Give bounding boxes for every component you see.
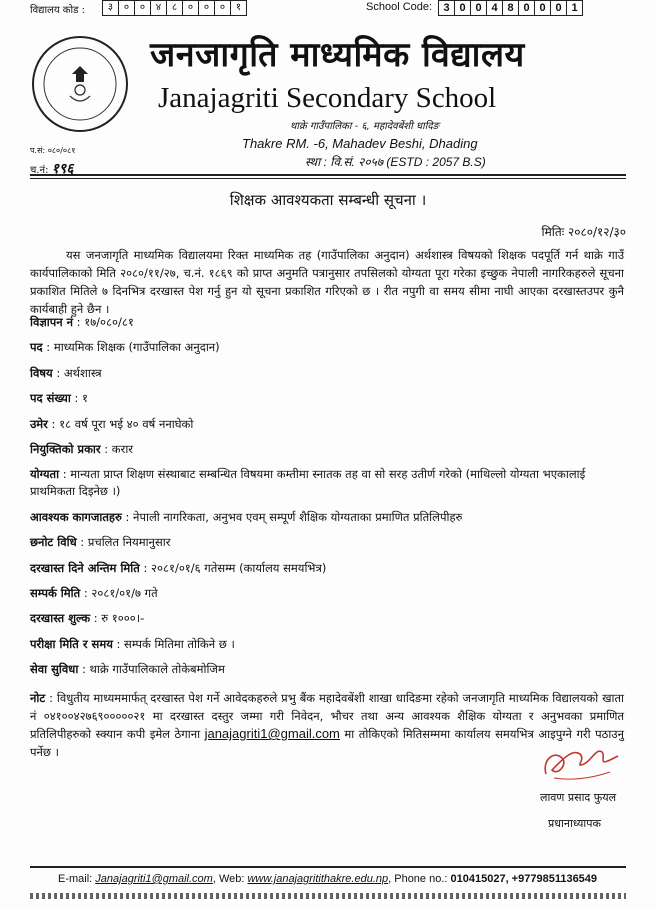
code-digit: 1 (571, 2, 578, 14)
school-code-label-en: School Code: (366, 1, 433, 13)
footer-phone: 010415027, +9779851136549 (450, 873, 598, 885)
school-code-strip (0, 0, 656, 18)
vacancy-details (30, 314, 624, 686)
notice-title: शिक्षक आवश्यकता सम्बन्धी सूचना । (229, 191, 427, 209)
detail-post: पद : माध्यमिक शिक्षक (गाउँपालिका अनुदान) (30, 340, 220, 355)
code-digit: ० (135, 1, 151, 15)
detail-advertisement-no: विज्ञापन नं : १७/०८०/८१ (30, 315, 134, 329)
code-digit: 8 (503, 1, 519, 15)
footer-email-link[interactable]: Janajagriti1@gmail.com (95, 873, 213, 885)
note-tail: मा तोकिएको मितिसम्ममा कार्यालय समयभित्र आइपुग्ने गरी पठाउनु पर्नेछ । (30, 727, 624, 759)
school-name-nepali: जनजागृति माध्यमिक विद्यालय (150, 35, 525, 75)
school-seal-logo (32, 36, 128, 132)
detail-selection-method: छनोट विधि : प्रचलित नियमानुसार (30, 535, 171, 550)
detail-post-count: पद संख्या : १ (30, 391, 88, 406)
code-digit: 3 (439, 1, 455, 15)
footer-decoration (30, 893, 626, 899)
detail-contact-date: सम्पर्क मिति : २०८१/०१/७ गते (30, 585, 158, 600)
notice-date: मितिः २०८०/१२/३० (541, 225, 626, 239)
school-name-english: Janajagriti Secondary School (158, 82, 497, 114)
code-digit: ० (119, 1, 135, 15)
school-code-boxes-en (438, 0, 583, 16)
signatory-title: प्रधानाध्यापक (548, 817, 601, 830)
detail-deadline: दरखास्त दिने अन्तिम मिति : २०८१/०१/६ गतेसम्म (कार्यालय समयभित्र) (30, 560, 327, 575)
footer-web-link[interactable]: www.janajagritithakre.edu.np (247, 873, 389, 885)
school-code-boxes-np (102, 0, 247, 16)
address-english: Thakre RM. -6, Mahadev Beshi, Dhading (242, 136, 478, 151)
dispatch-number-value: १९६ (51, 162, 74, 177)
note-email-link[interactable]: janajagriti1@gmail.com (204, 726, 340, 741)
signatory-name: लावण प्रसाद फुयल (540, 791, 617, 804)
detail-application-fee: दरखास्त शुल्क : रु १०००।- (30, 611, 145, 626)
code-digit: 0 (551, 1, 567, 15)
code-digit: ० (215, 1, 231, 15)
code-digit: ८ (167, 1, 183, 15)
detail-exam-date: परीक्षा मिति र समय : सम्पर्क मितिमा तोकिने छ । (30, 636, 235, 651)
code-digit: १ (235, 2, 242, 13)
detail-subject: विषय : अर्थशास्त्र (30, 365, 102, 380)
code-digit: ० (199, 1, 215, 15)
dispatch-number-label: च.नं: (30, 165, 49, 176)
code-digit: 0 (455, 1, 471, 15)
establishment-year: स्था : वि.सं. २०५७ (ESTD : 2057 B.S) (305, 155, 486, 169)
signature-icon (540, 738, 620, 784)
detail-appointment-type: नियुक्तिको प्रकार : करार (30, 441, 134, 456)
seal-ring-icon (32, 36, 128, 132)
code-digit: 0 (519, 1, 535, 15)
detail-required-documents: आवश्यक कागजातहरु : नेपाली नागरिकता, अनुभव एवम् सम्पूर्ण शैक्षिक योग्यताका प्रमाणित प्रतिलिपीहरु (30, 509, 463, 524)
header-divider-thin (30, 178, 626, 179)
address-nepali: थाक्रे गाउँपालिका - ६, महादेवबेंशी धादिङ (290, 121, 440, 132)
notice-intro: यस जनजागृति माध्यमिक विद्यालयमा रिक्त माध्यमिक तह (गाउँपालिका अनुदान) अर्थशास्त्र विषयको शिक्षक पदपूर्ति गर्न थाक्रे गाउँ कार्यपालिकाको मिति २०८०/११/२७, च.नं. १८६९ को प्राप्त अनुमति पत्रानुसार तपसिलको योग्यता पूरा गरेका इच्छुक नेपाली नागरिकहरुले सूचना प्रकाशित मितिले ७ दिनभित्र दरखास्त पेश गर्नु हुन यो सूचना प्रकाशित गरिएको छ । रीत नपुगी वा समय सीमा नाघी आएका दरखास्तउपर कुनै कार्यबाही हुने छैन । (30, 248, 624, 316)
fiscal-year-ref: प.सं: ०८०/०८१ (30, 146, 76, 155)
footer-divider (30, 866, 626, 868)
code-digit: 0 (535, 1, 551, 15)
note-label: नोट (30, 691, 46, 705)
code-digit: ३ (103, 1, 119, 15)
code-digit: ४ (151, 1, 167, 15)
detail-benefits: सेवा सुविधा : थाक्रे गाउँपालिकाले तोकेबमोजिम (30, 662, 225, 677)
detail-qualification: योग्यता : मान्यता प्राप्त शिक्षण संस्थाबाट सम्बन्धित विषयमा कम्तीमा स्नातक तह वा सो सरह उतीर्ण गरेको (माथिल्लो योग्यता भएकालाई प्राथमिकता दिइनेछ ।) (30, 467, 586, 499)
school-code-label-np: विद्यालय कोड : (30, 5, 85, 16)
code-digit: ० (183, 1, 199, 15)
header-divider (30, 174, 626, 176)
detail-age: उमेर : १८ वर्ष पूरा भई ४० वर्ष ननाघेको (30, 416, 194, 431)
code-digit: 4 (487, 1, 503, 15)
note-text: : विधुतीय माध्यममार्फत् दरखास्त पेश गर्ने आवेदकहरुले प्रभु बैंक महादेवबेंशी शाखा धादिङमा रहेको जनजागृति माध्यमिक विद्यालयको खाता नं ०४१००४२७६९०००००२१ मा दरखास्त दस्तुर जम्मा गरी निवेदन, भौचर तथा अन्य आवश्यक शैक्षिक योग्यता र अनुभवका प्रमाणित प्रतिलिपीहरुको स्क्यान कपी इमेल ठेगाना (30, 691, 624, 741)
notice-note (30, 690, 624, 761)
code-digit: 0 (471, 1, 487, 15)
footer-contact: E-mail: Janajagriti1@gmail.com, Web: www.janajagritithakre.edu.np, Phone no.: 010415027, +9779851136549 (58, 873, 598, 885)
